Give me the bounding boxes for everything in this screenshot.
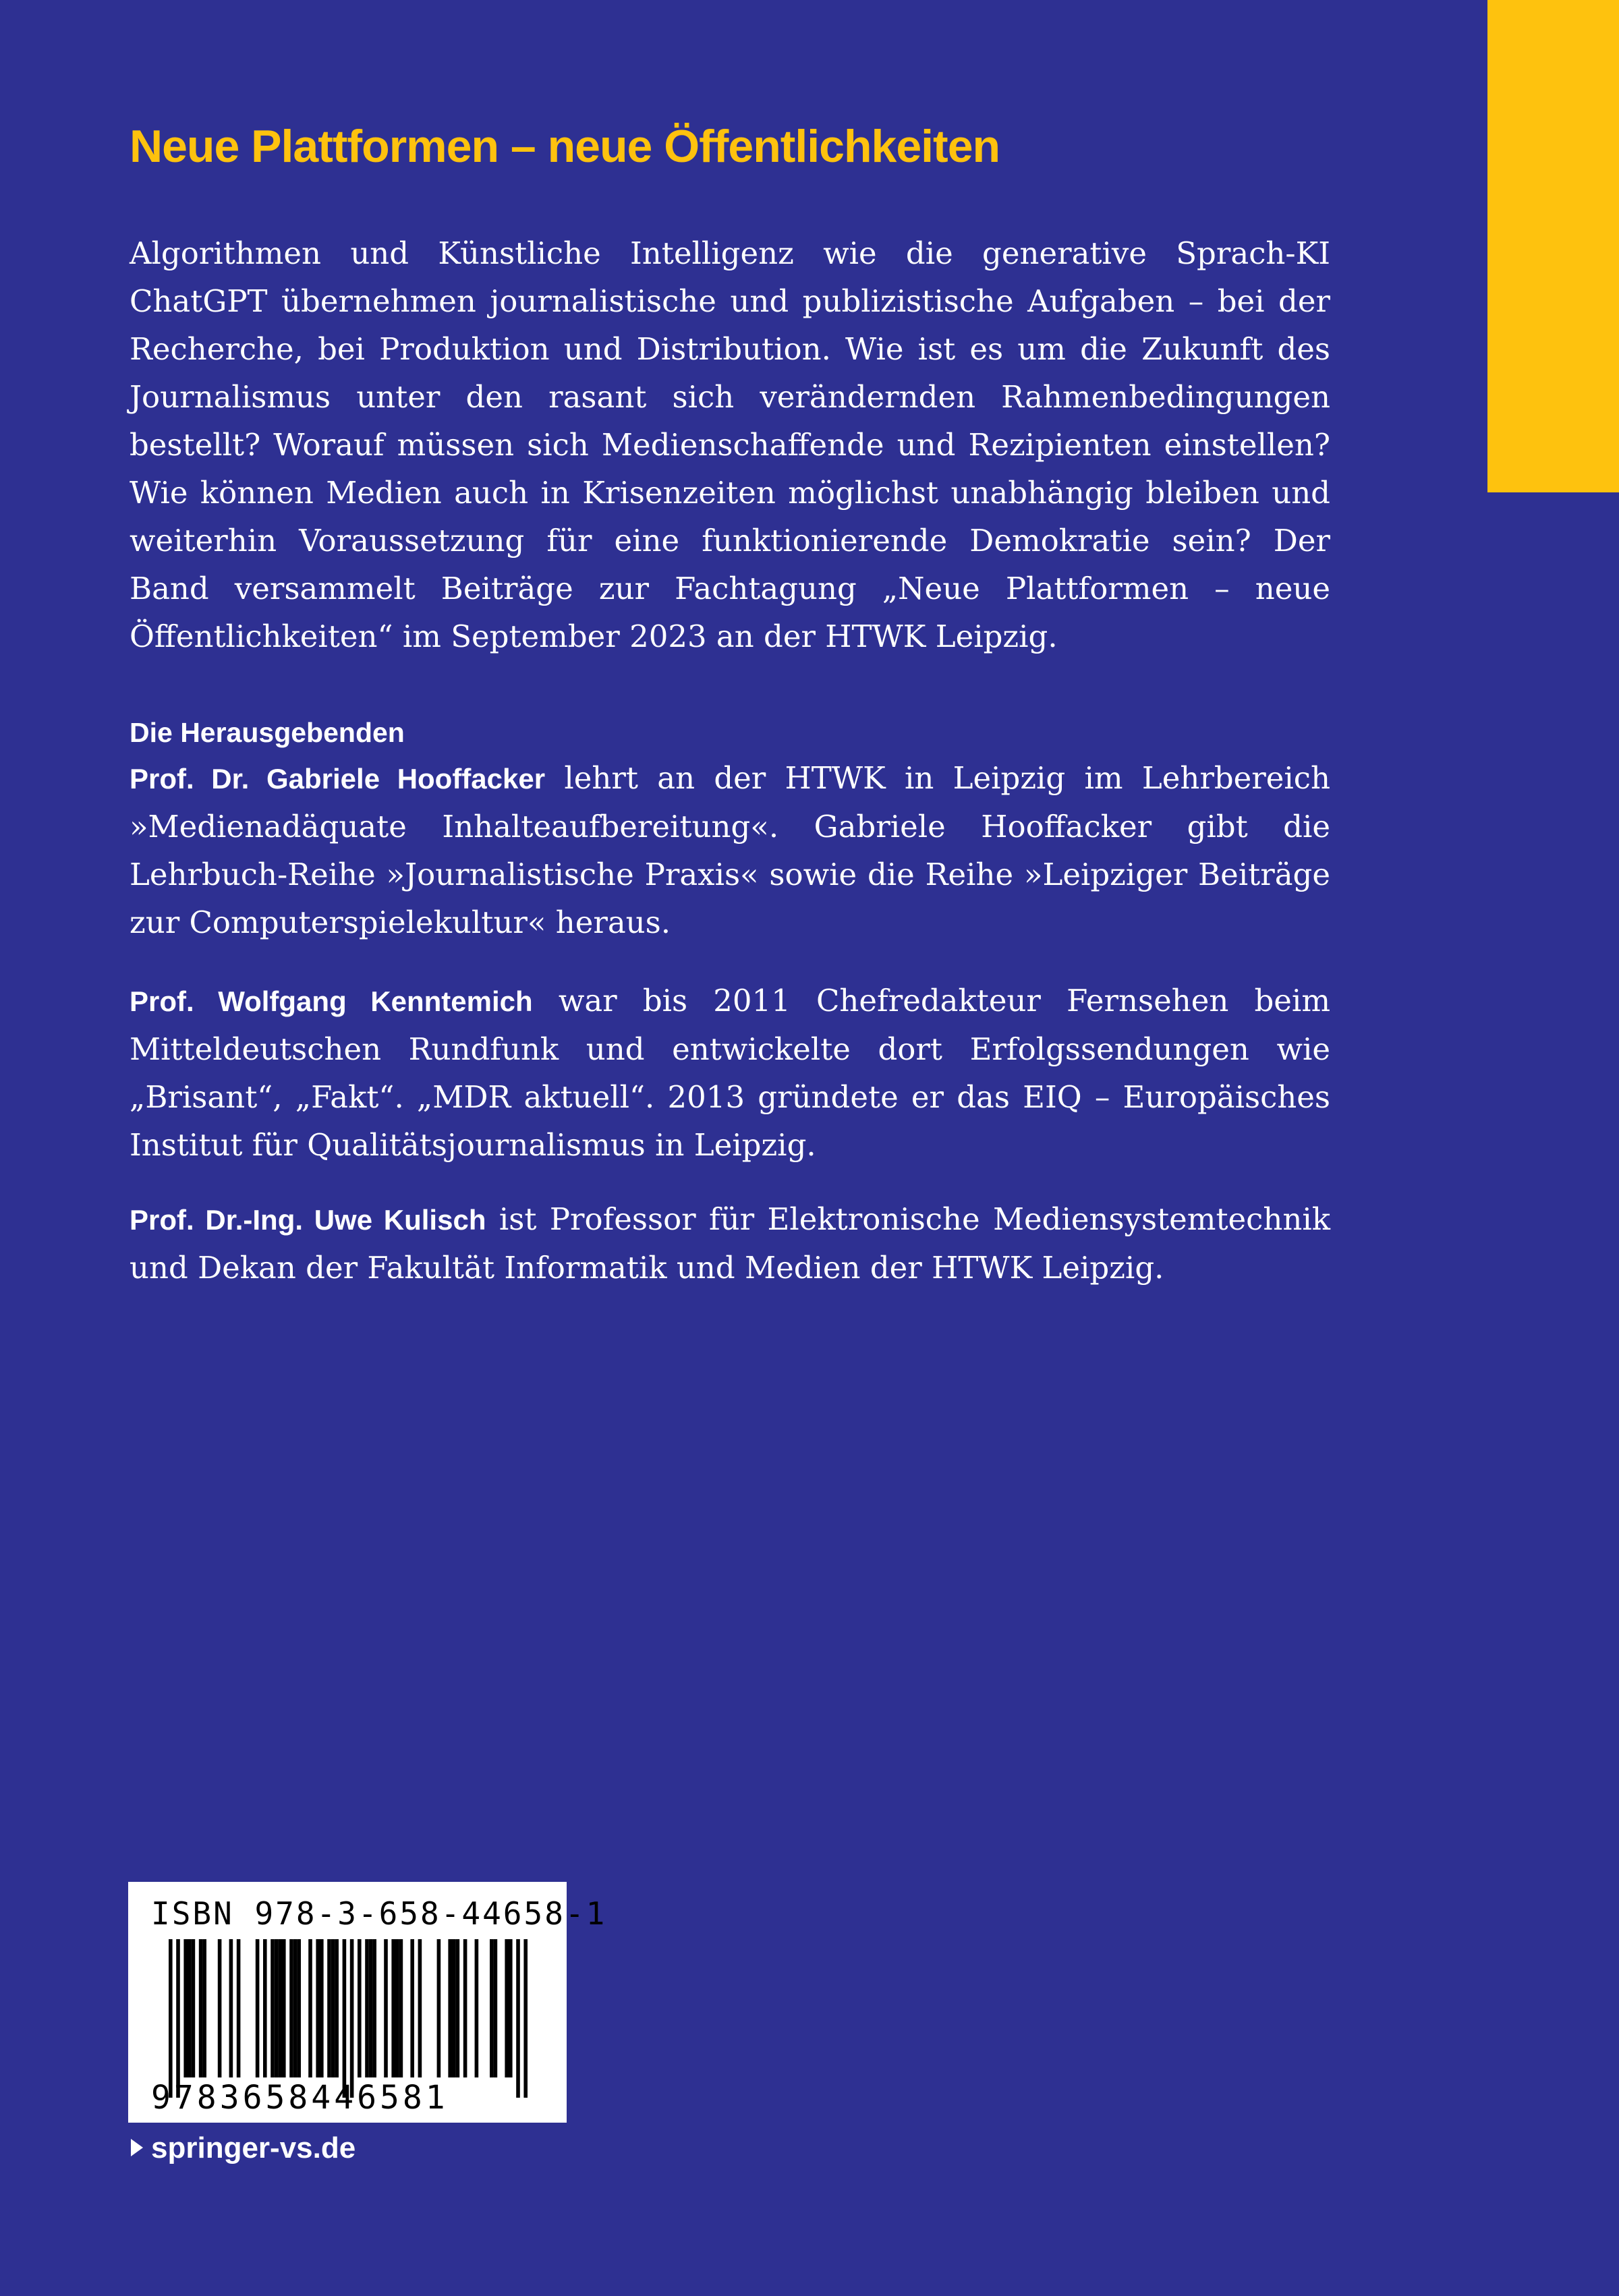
editor-bio [130,754,1330,946]
barcode-bar [237,1939,241,2077]
barcode-bar [391,1939,395,2077]
barcode-bar [289,1939,293,2077]
barcode-bar [490,1939,494,2077]
barcode-bar [278,1939,282,2077]
editor-bio-text: lehrt an der HTWK in Leipzig im Lehrbereich »Medienadäquate Inhalteaufbereitung«. Gabriele Hooffacker gibt die Lehrbuch-Reihe »Journalistische Praxis« sowie die Reihe »Leipziger Beiträge zur Computerspielekultur« heraus. [130,760,1330,940]
website-link[interactable] [130,2131,356,2165]
barcode-bar [399,1939,403,2077]
isbn-label: ISBN 978-3-658-44658-1 [151,1895,607,1932]
barcode-bar [169,1939,173,2098]
editor-bio [130,977,1330,1169]
barcode-bar [282,1939,286,2077]
editor-bio-text: war bis 2011 Chefredakteur Fernsehen beim Mitteldeutschen Rundfunk und entwickelte dort Erfolgssendungen wie „Brisant“, „Fakt“. „MDR aktuell“. 2013 gründete er das EIQ – Europäisches Institut für Qualitätsjournalismus in Leipzig. [130,983,1330,1163]
barcode-bar [327,1939,331,2077]
barcode-bar [437,1939,441,2077]
barcode-bar [365,1939,369,2077]
barcode-bar [308,1939,312,2077]
barcode-bar [372,1939,376,2077]
arrow-right-icon [130,2131,144,2165]
isbn-barcode [128,1882,607,2123]
barcode-bar [331,1939,335,2077]
barcode-bar [343,1939,347,2098]
barcode-bar [275,1939,279,2077]
editor-name: Prof. Wolfgang Kenntemich [130,985,533,1017]
barcode-bar [523,1939,528,2098]
barcode-bar [320,1939,324,2077]
editor-name: Prof. Dr. Gabriele Hooffacker [130,763,546,795]
barcode-bar [418,1939,422,2077]
barcode-bar [297,1939,301,2077]
barcode-bar [335,1939,339,2077]
barcode-bar [505,1939,509,2077]
barcode-bar [188,1939,192,2077]
barcode-bar [199,1939,203,2077]
barcode-bar [263,1939,267,2077]
barcode-bar [316,1939,320,2077]
editors-heading: Die Herausgebenden [130,717,405,748]
barcode-bar [176,1939,180,2098]
editor-name: Prof. Dr.-Ing. Uwe Kulisch [130,1204,486,1236]
barcode-bar [452,1939,456,2077]
barcode-bar [271,1939,275,2077]
barcode-bar [202,1939,206,2077]
barcode-digits: 9783658446581 [151,2079,449,2117]
barcode-bar [293,1939,297,2077]
barcode-bar [350,1939,354,2098]
barcode-bar [475,1939,479,2077]
website-label: springer-vs.de [151,2131,356,2164]
barcode-bar [509,1939,513,2077]
editor-bio [130,1195,1330,1292]
barcode-bar [516,1939,520,2098]
page-title: Neue Plattformen – neue Öffentlichkeiten [130,121,1000,172]
barcode-bar [384,1939,388,2077]
barcode-bar [229,1939,233,2077]
barcode-bar [494,1939,498,2077]
barcode-bar [192,1939,196,2077]
editor-bio-text: ist Professor für Elektronische Mediensystemtechnik und Dekan der Fakultät Informatik und Medien der HTWK Leipzig. [130,1201,1330,1286]
intro-paragraph: Algorithmen und Künstliche Intelligenz wie die generative Sprach-KI ChatGPT übernehmen journalistische und publizistische Aufgaben – bei der Recherche, bei Produktion und Distribution. Wie ist es um die Zukunft des Journalismus unter den rasant sich verändernden Rahmenbedingungen bestellt? Worauf müssen sich Medienschaffende und Rezipienten einstellen? Wie können Medien auch in Krisenzeiten möglichst unabhängig bleiben und weiterhin Voraussetzung für eine funktionierende Demokratie sein? Der Band versammelt Beiträge zur Fachtagung „Neue Plattformen – neue Öffentlichkeiten“ im September 2023 an der HTWK Leipzig. [130,235,1330,654]
barcode-bar [395,1939,399,2077]
barcode-bar [256,1939,260,2077]
barcode-bar [410,1939,414,2077]
barcode-bar [369,1939,373,2077]
barcode-bar [358,1939,362,2077]
barcode-bar [218,1939,222,2077]
barcode-bar [183,1939,188,2077]
yellow-accent-tab [1487,0,1619,492]
barcode-bar [463,1939,467,2077]
barcode-bar [448,1939,452,2077]
barcode-bar [456,1939,460,2077]
